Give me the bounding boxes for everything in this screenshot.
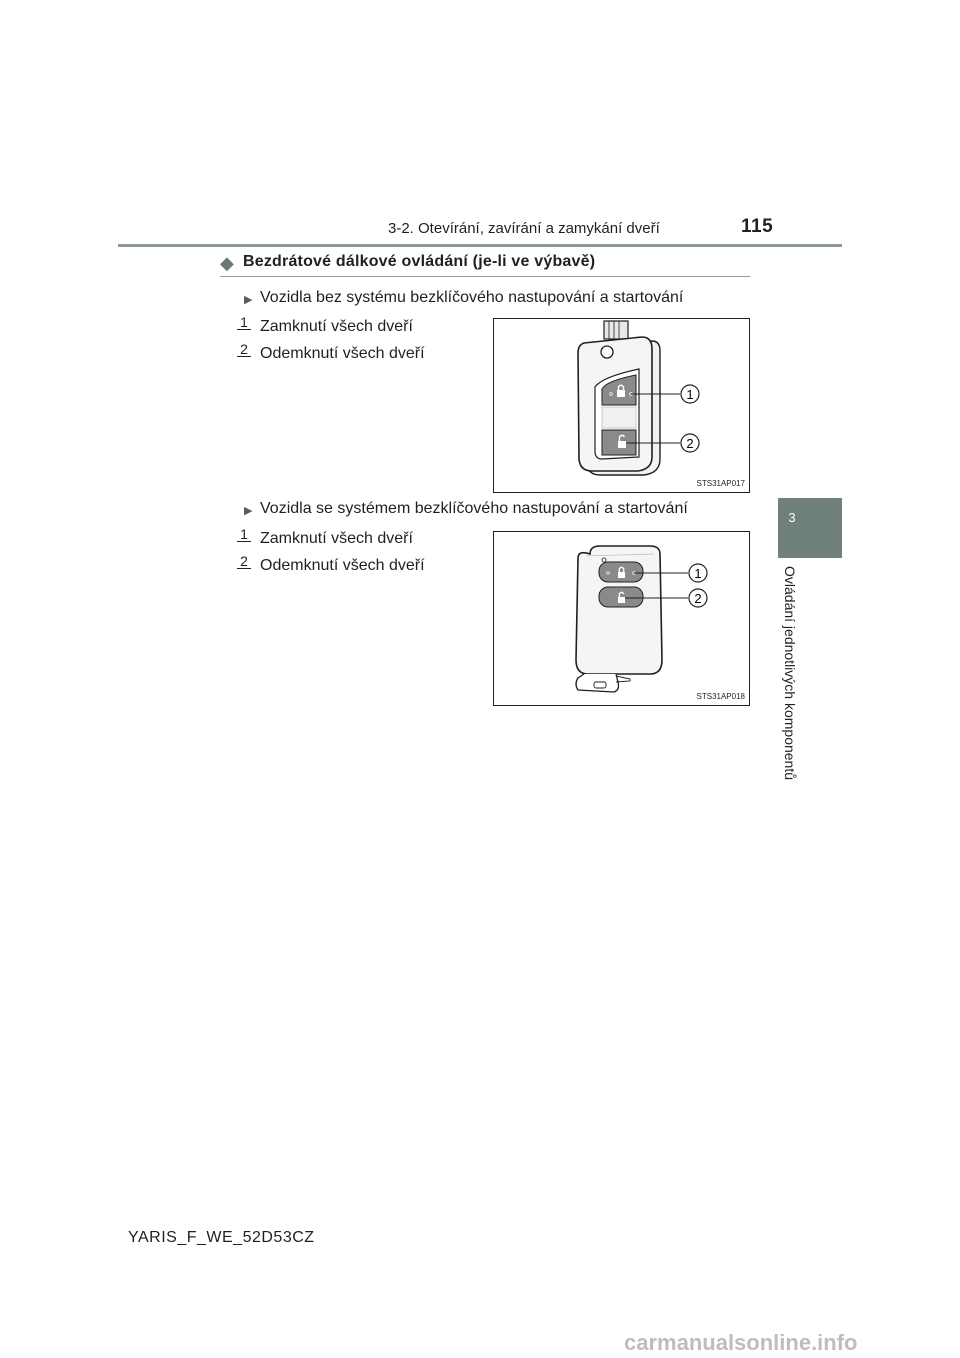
chapter-number: 3: [788, 510, 796, 525]
section-divider: [220, 276, 750, 277]
variant-heading: Vozidla se systémem bezklíčového nastupování a startování: [260, 500, 688, 517]
item-number: 2: [237, 342, 251, 357]
figure-id: STS31AP018: [696, 692, 745, 701]
variant-heading: Vozidla bez systému bezklíčového nastupování a startování: [260, 289, 684, 306]
triangle-bullet-icon: ▶: [244, 294, 253, 306]
model-code: YARIS_F_WE_52D53CZ: [128, 1229, 315, 1246]
watermark: carmanualsonline.info: [624, 1330, 858, 1355]
smart-key-illustration: [494, 532, 749, 705]
figure-flip-key: [493, 318, 750, 493]
item-number: 2: [237, 554, 251, 569]
chapter-title: Ovládání jednotlivých komponentů: [782, 566, 798, 781]
section-title: Bezdrátové dálkové ovládání (je-li ve výbavě): [243, 253, 596, 270]
item-label: Zamknutí všech dveří: [260, 530, 413, 547]
page-number: 115: [741, 216, 774, 237]
header-divider: [118, 244, 842, 247]
item-number: 1: [237, 315, 251, 330]
header-section-title: 3-2. Otevírání, zavírání a zamykání dveří: [388, 220, 660, 237]
flip-key-illustration: [494, 319, 749, 492]
diamond-bullet-icon: ◆: [220, 253, 234, 273]
item-label: Odemknutí všech dveří: [260, 345, 425, 362]
figure-id: STS31AP017: [696, 479, 745, 488]
figure-smart-key: [493, 531, 750, 706]
chapter-tab: [778, 498, 842, 558]
triangle-bullet-icon: ▶: [244, 505, 253, 517]
callout-label: 2: [694, 591, 702, 606]
item-number: 1: [237, 527, 251, 542]
callout-label: 1: [686, 387, 694, 402]
item-label: Odemknutí všech dveří: [260, 557, 425, 574]
callout-label: 2: [686, 436, 694, 451]
callout-label: 1: [694, 566, 702, 581]
item-label: Zamknutí všech dveří: [260, 318, 413, 335]
